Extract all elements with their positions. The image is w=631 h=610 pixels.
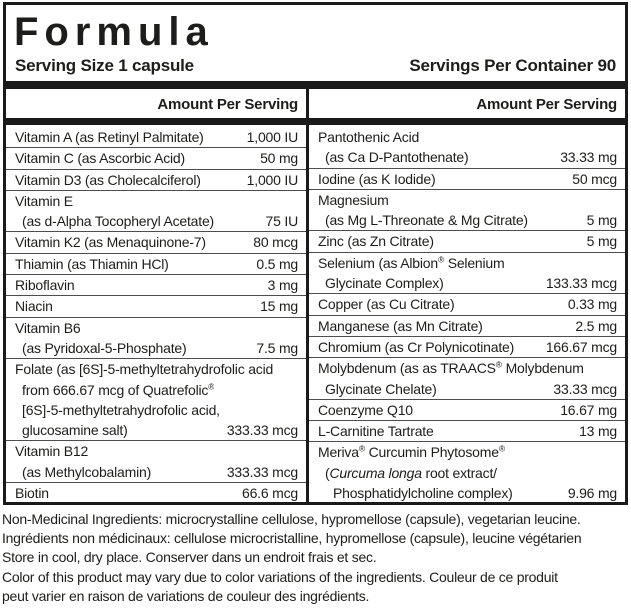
footer-line: Store in cool, dry place. Conserver dans un endroit frais et sec. bbox=[2, 549, 377, 566]
table-row-line bbox=[6, 296, 306, 316]
ingredient-name: Iodine (as K Iodide) bbox=[318, 170, 436, 187]
ingredient-amount: 33.33 mg bbox=[560, 149, 617, 166]
right-column-items bbox=[309, 125, 625, 503]
table-row-line bbox=[309, 127, 625, 147]
ingredient-amount: 13 mg bbox=[579, 423, 617, 440]
table-row bbox=[6, 127, 306, 148]
ingredient-amount: 333.33 mcg bbox=[226, 422, 298, 439]
footer-line: Color of this product may vary due to color variations of the ingredients. Couleur de ce produit bbox=[2, 568, 558, 585]
right-column bbox=[309, 89, 625, 503]
table-row-line bbox=[6, 275, 306, 295]
ingredient-amount: 15 mg bbox=[260, 298, 298, 315]
ingredient-name: Vitamin E bbox=[15, 192, 73, 209]
ingredient-amount bbox=[292, 441, 298, 461]
serving-info-row bbox=[6, 54, 625, 81]
ingredient-name: Biotin bbox=[15, 485, 49, 502]
ingredient-amount bbox=[292, 318, 298, 338]
table-row-line bbox=[6, 338, 306, 358]
table-row-line bbox=[309, 169, 625, 189]
ingredient-name: Pantothenic Acid bbox=[318, 129, 420, 145]
table-row-line bbox=[6, 211, 306, 231]
ingredient-amount: 0.33 mg bbox=[567, 296, 617, 313]
ingredient-name: Vitamin K2 (as Menaquinone-7) bbox=[15, 234, 206, 251]
ingredient-amount: 166.67 mcg bbox=[545, 338, 617, 355]
table-row bbox=[309, 294, 625, 315]
table-row-line bbox=[309, 379, 625, 399]
ingredient-amount: 1,000 IU bbox=[246, 129, 298, 145]
table-row-line bbox=[309, 400, 625, 420]
table-row bbox=[6, 191, 306, 233]
ingredient-name: Glycinate Complex) bbox=[325, 275, 444, 292]
table-row bbox=[6, 318, 306, 360]
table-row-line bbox=[309, 190, 625, 210]
ingredient-name: Riboflavin bbox=[15, 277, 75, 294]
table-row-line bbox=[309, 442, 625, 462]
product-title: Formula bbox=[14, 10, 214, 54]
ingredient-amount bbox=[292, 191, 298, 211]
ingredient-name: Selenium (as Albion® Selenium bbox=[318, 254, 505, 271]
ingredient-amount: 9.96 mg bbox=[567, 485, 617, 502]
table-row bbox=[6, 296, 306, 317]
table-row-line bbox=[6, 191, 306, 211]
footer-line: Ingrédients non médicinaux: cellulose microcristalline, hypromellose (capsule), leucine végétarien bbox=[2, 530, 582, 547]
table-row bbox=[309, 169, 625, 190]
ingredient-name: Molybdenum (as as TRAACS® Molybdenum bbox=[318, 359, 584, 377]
table-row bbox=[309, 231, 625, 252]
table-row bbox=[309, 442, 625, 503]
ingredient-name: Coenzyme Q10 bbox=[318, 401, 413, 418]
serving-size-text: Serving Size 1 capsule bbox=[15, 56, 194, 75]
ingredient-amount: 333.33 mcg bbox=[226, 463, 298, 480]
ingredient-amount: 50 mcg bbox=[572, 170, 617, 187]
table-row bbox=[6, 483, 306, 503]
ingredient-name: (as Methylcobalamin) bbox=[22, 463, 152, 480]
table-row-line bbox=[6, 420, 306, 440]
table-row-line bbox=[309, 253, 625, 273]
table-row-line bbox=[6, 318, 306, 338]
ingredient-name: Copper (as Cu Citrate) bbox=[318, 296, 455, 313]
table-row bbox=[6, 359, 306, 441]
ingredient-amount: 66.6 mcg bbox=[242, 485, 298, 502]
table-row bbox=[309, 127, 625, 169]
ingredient-name: Vitamin C (as Ascorbic Acid) bbox=[15, 150, 185, 167]
ingredient-amount: 5 mg bbox=[586, 233, 617, 250]
ingredient-name: Chromium (as Cr Polynicotinate) bbox=[318, 338, 515, 355]
ingredient-amount bbox=[611, 463, 617, 483]
ingredient-amount bbox=[611, 442, 617, 462]
table-row-line bbox=[6, 359, 306, 379]
table-row-line bbox=[6, 400, 306, 420]
table-row-line bbox=[6, 441, 306, 461]
ingredient-amount: 5 mg bbox=[586, 212, 617, 229]
table-row-line bbox=[6, 254, 306, 274]
ingredient-name: Niacin bbox=[15, 298, 53, 315]
table-row-line bbox=[309, 421, 625, 441]
table-row-line bbox=[6, 127, 306, 147]
ingredient-name: Vitamin B12 bbox=[15, 443, 89, 460]
table-row bbox=[6, 148, 306, 169]
table-row bbox=[6, 254, 306, 275]
left-column bbox=[6, 89, 309, 503]
ingredient-amount: 50 mg bbox=[260, 150, 298, 167]
table-row bbox=[309, 253, 625, 295]
ingredient-name: L-Carnitine Tartrate bbox=[318, 423, 434, 440]
ingredient-name: Folate (as [6S]-5-methyltetrahydrofolic acid bbox=[15, 361, 274, 378]
header-bar-left bbox=[6, 118, 306, 125]
ingredient-name: Manganese (as Mn Citrate) bbox=[318, 317, 483, 334]
table-row-line bbox=[6, 232, 306, 252]
ingredient-name: Magnesium bbox=[318, 191, 389, 208]
ingredient-amount bbox=[292, 380, 298, 400]
table-row-line bbox=[309, 483, 625, 503]
ingredient-amount bbox=[611, 127, 617, 147]
amount-per-serving-header-left: Amount Per Serving bbox=[157, 96, 298, 113]
supplement-facts-panel bbox=[3, 2, 628, 505]
table-row-line bbox=[6, 483, 306, 503]
ingredient-amount: 7.5 mg bbox=[256, 339, 298, 356]
ingredient-columns bbox=[6, 89, 625, 503]
table-row-line bbox=[309, 316, 625, 336]
servings-per-container-text: Servings Per Container 90 bbox=[409, 56, 616, 75]
ingredient-amount bbox=[611, 358, 617, 378]
ingredient-name: from 666.67 mcg of Quatrefolic® bbox=[22, 380, 215, 398]
ingredient-name: Thiamin (as Thiamin HCl) bbox=[15, 255, 169, 272]
ingredient-amount: 16.67 mg bbox=[560, 401, 617, 418]
header-bar-right bbox=[309, 118, 625, 125]
table-row bbox=[309, 400, 625, 421]
table-row bbox=[309, 190, 625, 232]
table-row bbox=[6, 441, 306, 483]
table-row-line bbox=[309, 358, 625, 378]
ingredient-amount bbox=[611, 253, 617, 273]
table-row-line bbox=[6, 462, 306, 482]
table-row-line bbox=[6, 380, 306, 400]
ingredient-amount bbox=[292, 359, 298, 379]
ingredient-name: Vitamin B6 bbox=[15, 319, 81, 336]
ingredient-name: Zinc (as Zn Citrate) bbox=[318, 233, 434, 250]
ingredient-amount bbox=[611, 190, 617, 210]
ingredient-amount: 75 IU bbox=[265, 213, 298, 230]
ingredient-name: Vitamin A (as Retinyl Palmitate) bbox=[15, 129, 204, 145]
table-row bbox=[6, 275, 306, 296]
table-row-line bbox=[309, 337, 625, 357]
ingredient-name: Vitamin D3 (as Cholecalciferol) bbox=[15, 171, 201, 188]
table-row bbox=[6, 170, 306, 191]
table-row-line bbox=[309, 231, 625, 251]
ingredient-amount: 133.33 mcg bbox=[545, 275, 617, 292]
footer-text bbox=[0, 510, 631, 606]
ingredient-amount: 2.5 mg bbox=[575, 317, 617, 334]
table-row bbox=[6, 232, 306, 253]
footer-line: Non-Medicinal Ingredients: microcrystalline cellulose, hypromellose (capsule), vegetarian leucine. bbox=[2, 511, 581, 527]
ingredient-name: Phosphatidylcholine complex) bbox=[333, 485, 513, 502]
table-row bbox=[309, 316, 625, 337]
ingredient-amount bbox=[292, 400, 298, 420]
ingredient-name: (as d-Alpha Tocopheryl Acetate) bbox=[22, 213, 214, 230]
ingredient-name: [6S]-5-methyltetrahydrofolic acid, bbox=[22, 401, 220, 418]
ingredient-name: (as Pyridoxal-5-Phosphate) bbox=[22, 339, 187, 356]
ingredient-amount: 0.5 mg bbox=[256, 255, 298, 272]
ingredient-amount: 33.33 mcg bbox=[553, 380, 617, 397]
table-row bbox=[309, 358, 625, 400]
table-row-line bbox=[309, 273, 625, 293]
ingredient-amount: 1,000 IU bbox=[246, 171, 298, 188]
ingredient-name: (as Mg L-Threonate & Mg Citrate) bbox=[325, 212, 528, 229]
ingredient-name: (as Ca D-Pantothenate) bbox=[325, 149, 469, 166]
table-row-line bbox=[6, 170, 306, 190]
left-column-items bbox=[6, 125, 306, 503]
table-row-line bbox=[6, 148, 306, 168]
ingredient-amount: 80 mcg bbox=[253, 234, 298, 251]
table-row bbox=[309, 337, 625, 358]
divider-bar-top bbox=[6, 81, 625, 89]
table-row-line bbox=[309, 463, 625, 483]
table-row-line bbox=[309, 294, 625, 314]
ingredient-name: (Curcuma longa root extract/ bbox=[325, 464, 497, 481]
ingredient-name: Glycinate Chelate) bbox=[325, 380, 437, 397]
amount-per-serving-header-right: Amount Per Serving bbox=[476, 96, 617, 113]
ingredient-name: Meriva® Curcumin Phytosome® bbox=[318, 443, 505, 461]
table-row bbox=[309, 421, 625, 442]
footer-line: peut varier en raison de variations de couleur des ingrédients. bbox=[2, 587, 370, 604]
ingredient-amount: 3 mg bbox=[267, 277, 298, 294]
table-row-line bbox=[309, 147, 625, 167]
table-row-line bbox=[309, 210, 625, 230]
ingredient-name: glucosamine salt) bbox=[22, 422, 128, 439]
